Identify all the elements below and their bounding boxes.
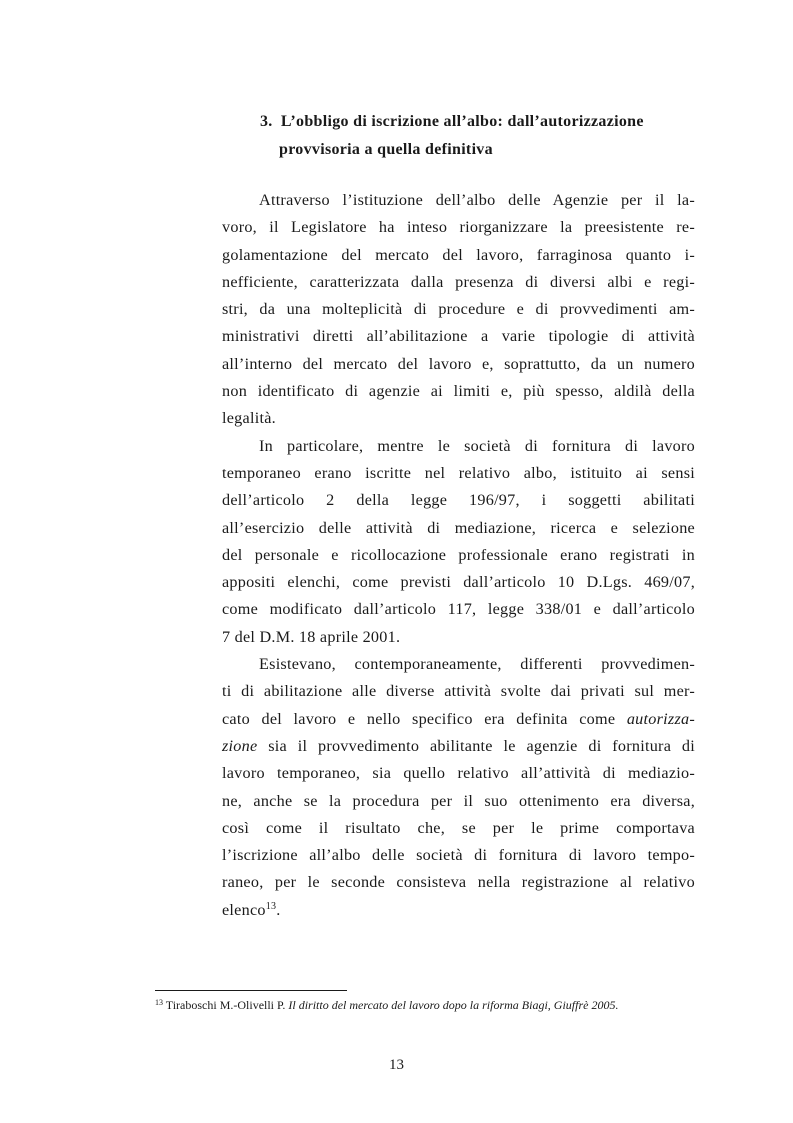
text-line — [222, 897, 695, 924]
text-segment: . — [276, 900, 281, 919]
italic-term: zione — [222, 736, 258, 755]
section-heading — [260, 108, 700, 164]
text-line: temporaneo erano iscritte nel relativo albo, istituito ai sensi — [222, 463, 695, 482]
text-line: ti di abilitazione alle diverse attività svolte dai privati sul mer- — [222, 682, 695, 701]
text-line: come modificato dall’articolo 117, legge 338/01 e dall’articolo — [222, 600, 695, 619]
text-segment: elenco — [222, 900, 266, 919]
text-line: In particolare, mentre le società di fornitura di lavoro — [259, 436, 695, 455]
section-title-line-1: L’obbligo di iscrizione all’albo: dall’autorizzazione — [280, 113, 644, 130]
paragraph-3 — [222, 651, 695, 924]
footnote-authors: Tiraboschi M.-Olivelli P. — [165, 998, 286, 1012]
text-line: dell’articolo 2 della legge 196/97, i soggetti abilitati — [222, 491, 695, 510]
paragraph-1 — [222, 187, 695, 433]
footnote-divider — [155, 990, 347, 991]
paragraph-2 — [222, 433, 695, 651]
body-text — [222, 187, 695, 924]
text-line: stri, da una molteplicità di procedure e di provvedimenti am- — [222, 300, 695, 319]
page-number: 13 — [389, 1057, 404, 1073]
text-line: Esistevano, contemporaneamente, differenti provvedimen- — [259, 655, 695, 674]
footnote — [155, 997, 715, 1013]
text-line: raneo, per le seconde consisteva nella registrazione al relativo — [222, 873, 695, 892]
text-line: appositi elenchi, come previsti dall’articolo 10 D.Lgs. 469/07, — [222, 573, 695, 592]
text-line: nefficiente, caratterizzata dalla presenza di diversi albi e regi- — [222, 272, 695, 291]
text-line: ministrativi diretti all’abilitazione a varie tipologie di attività — [222, 327, 695, 346]
text-line: voro, il Legislatore ha inteso riorganizzare la preesistente re- — [222, 218, 695, 237]
text-line — [222, 706, 695, 733]
text-line: così come il risultato che, se per le prime comportava — [222, 818, 695, 837]
text-line: ne, anche se la procedura per il suo ottenimento era diversa, — [222, 791, 695, 810]
text-line: del personale e ricollocazione professionale erano registrati in — [222, 545, 695, 564]
footnote-number: 13 — [155, 998, 163, 1007]
text-line: all’esercizio delle attività di mediazione, ricerca e selezione — [222, 518, 695, 537]
text-line: all’interno del mercato del lavoro e, soprattutto, da un numero — [222, 354, 695, 373]
text-line — [222, 733, 695, 760]
text-line: Attraverso l’istituzione dell’albo delle Agenzie per il la- — [259, 191, 695, 209]
section-title-line-2: provvisoria a quella definitiva — [279, 141, 493, 158]
text-segment: cato del lavoro e nello specifico era definita come — [222, 709, 616, 728]
text-line: l’iscrizione all’albo delle società di fornitura di lavoro tempo- — [222, 846, 695, 865]
section-number: 3. — [260, 113, 273, 130]
text-segment: sia il provvedimento abilitante le agenzie di fornitura di — [268, 736, 695, 755]
text-line: 7 del D.M. 18 aprile 2001. — [222, 627, 401, 646]
text-line: legalità. — [222, 409, 276, 428]
text-line: golamentazione del mercato del lavoro, farraginosa quanto i- — [222, 245, 695, 264]
footnote-reference[interactable]: 13 — [265, 900, 277, 912]
text-line: lavoro temporaneo, sia quello relativo all’attività di mediazio- — [222, 764, 695, 783]
italic-term: autorizza- — [626, 709, 695, 728]
footnote-title: Il diritto del mercato del lavoro dopo la riforma Biagi, Giuffrè 2005. — [288, 998, 619, 1012]
text-line: non identificato di agenzie ai limiti e, più spesso, aldilà della — [222, 382, 695, 401]
